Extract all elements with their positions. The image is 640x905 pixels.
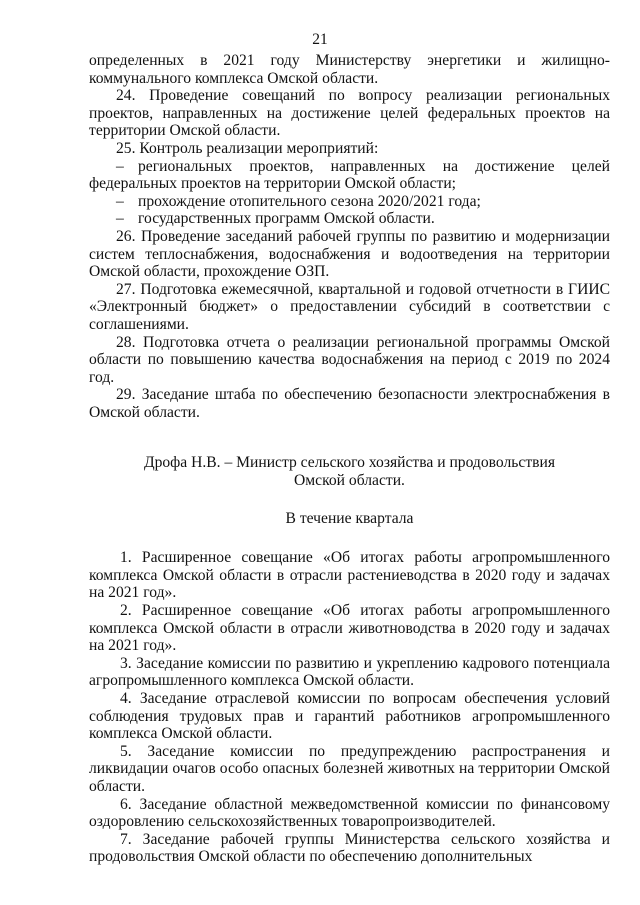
section-agriculture-items: [89, 549, 610, 866]
paragraph-item-24: 24. Проведение совещаний по вопросу реализации региональных проектов, направленных на достижение целей федеральных проектов на территории Омской области.: [89, 87, 610, 140]
dash-marker: –: [116, 157, 124, 175]
paragraph-item-29: 29. Заседание штаба по обеспечению безопасности электроснабжения в Омской области.: [89, 386, 610, 421]
list-item-text: государственных программ Омской области.: [138, 210, 435, 228]
paragraph-item-28: 28. Подготовка отчета о реализации региональной программы Омской области по повышению качества водоснабжения на период с 2019 по 2024 год.: [89, 333, 610, 386]
period-gap: [89, 527, 610, 549]
paragraph-item-27: 27. Подготовка ежемесячной, квартальной и годовой отчетности в ГИИС «Электронный бюджет» о предоставлении субсидий в соответствии с соглашениями.: [89, 280, 610, 333]
page-content: [89, 52, 610, 866]
page-number: 21: [312, 31, 328, 48]
dash-marker: –: [116, 210, 124, 228]
paragraph-item-2: 2. Расширенное совещание «Об итогах работы агропромышленного комплекса Омской области в отрасли животноводства в 2020 году и задачах на 2021 год».: [89, 602, 610, 655]
paragraph-continued: определенных в 2021 году Министерству энергетики и жилищно-коммунального комплекса Омской области.: [89, 52, 610, 87]
paragraph-item-4: 4. Заседание отраслевой комиссии по вопросам обеспечения условий соблюдения трудовых прав и гарантий работников агропромышленного комплекса Омской области.: [89, 690, 610, 743]
list-item-text: прохождение отопительного сезона 2020/2021 года;: [138, 192, 481, 210]
paragraph-item-3: 3. Заседание комиссии по развитию и укреплению кадрового потенциала агропромышленного комплекса Омской области.: [89, 654, 610, 690]
section-gap: [89, 421, 610, 454]
dash-marker: –: [116, 192, 124, 210]
list-item-dash: [89, 210, 610, 228]
responsible-person-heading-cont: Омской области.: [294, 472, 405, 490]
paragraph-item-1: 1. Расширенное совещание «Об итогах работы агропромышленного комплекса Омской области в отрасли растениеводства в 2020 году и задачах на 2021 год».: [89, 549, 610, 602]
paragraph-item-5: 5. Заседание комиссии по предупреждению распространения и ликвидации очагов особо опасных болезней животных на территории Омской области.: [89, 742, 610, 795]
heading-gap: [89, 490, 610, 510]
list-item-dash: [89, 193, 610, 211]
paragraph-item-6: 6. Заседание областной межведомственной комиссии по финансовому оздоровлению сельскохозяйственных товаропроизводителей.: [89, 795, 610, 831]
paragraph-item-25: 25. Контроль реализации мероприятий:: [116, 139, 379, 157]
paragraph-item-26: 26. Проведение заседаний рабочей группы по развитию и модернизации систем теплоснабжения, водоснабжения и водоотведения на территории Омской области, прохождение ОЗП.: [89, 227, 610, 281]
responsible-person-heading: Дрофа Н.В. – Министр сельского хозяйства и продовольствия: [143, 454, 556, 472]
list-item-dash: [89, 158, 610, 193]
list-item-text: региональных проектов, направленных на достижение целей федеральных проектов на территории Омской области;: [89, 157, 610, 193]
paragraph-item-7: 7. Заседание рабочей группы Министерства сельского хозяйства и продовольствия Омской области по обеспечению дополнительных: [89, 830, 610, 866]
period-heading: В течение квартала: [285, 509, 414, 527]
section-energy-items: [89, 52, 610, 421]
section-agriculture-heading: [89, 454, 610, 489]
